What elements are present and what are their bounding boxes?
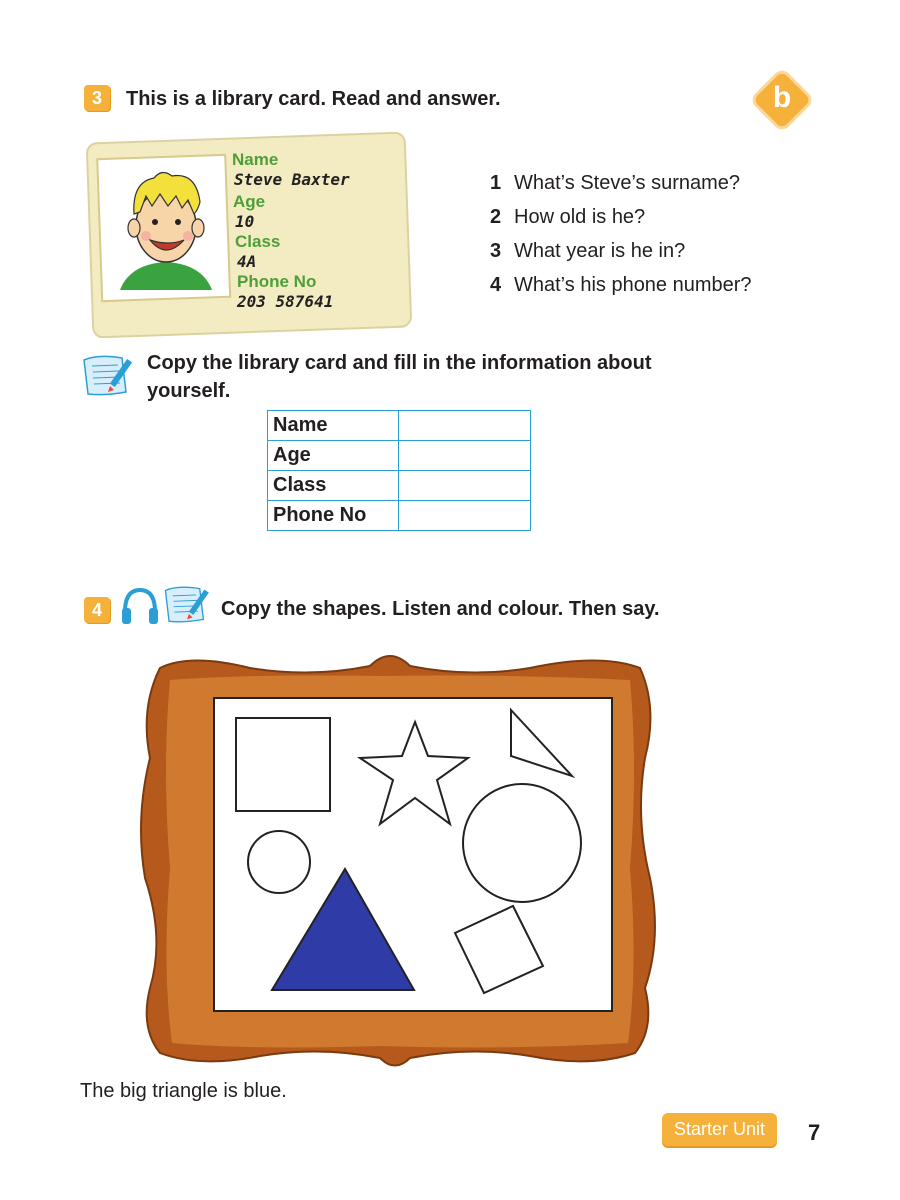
card-class-value: 4A — [237, 252, 257, 271]
example-sentence: The big triangle is blue. — [80, 1080, 287, 1102]
card-name-value: Steve Baxter — [234, 170, 350, 189]
unit-label-badge: Starter Unit — [662, 1113, 777, 1146]
question-text: What’s his phone number? — [514, 274, 752, 296]
section-letter: b — [772, 81, 792, 114]
question-text: What year is he in? — [514, 240, 686, 262]
card-phone-value: 203 587641 — [237, 292, 334, 311]
exercise-number: 3 — [91, 87, 102, 108]
table-answer-cell[interactable] — [399, 411, 531, 441]
page-number: 7 — [808, 1120, 821, 1145]
shapes-picture-frame — [130, 648, 665, 1073]
exercise-number-badge — [84, 597, 110, 623]
table-label: Class — [268, 471, 399, 501]
question-item — [490, 200, 752, 234]
table-row — [268, 471, 531, 501]
exercise-number: 4 — [91, 599, 102, 620]
table-label: Age — [268, 441, 399, 471]
question-number: 1 — [490, 172, 502, 194]
card-age-value: 10 — [235, 212, 255, 231]
table-label: Phone No — [268, 501, 399, 531]
library-card — [84, 132, 414, 338]
big-circle-shape[interactable] — [463, 784, 581, 902]
exercise-3-instruction: This is a library card. Read and answer. — [126, 88, 501, 110]
table-row — [268, 411, 531, 441]
question-item — [490, 268, 752, 302]
card-name-label: Name — [232, 150, 279, 169]
question-number: 4 — [490, 274, 502, 296]
writing-task-icon — [78, 352, 140, 398]
question-list — [490, 166, 752, 302]
question-text: What’s Steve’s surname? — [514, 172, 741, 194]
table-row — [268, 501, 531, 531]
question-number: 3 — [490, 240, 502, 262]
headphones-icon — [119, 584, 161, 628]
table-answer-cell[interactable] — [399, 441, 531, 471]
small-circle-shape[interactable] — [248, 831, 310, 893]
info-table — [267, 410, 531, 531]
question-number: 2 — [490, 206, 502, 228]
exercise-number-badge — [84, 85, 110, 111]
question-item — [490, 234, 752, 268]
table-answer-cell[interactable] — [399, 501, 531, 531]
exercise-4-instruction: Copy the shapes. Listen and colour. Then say. — [221, 598, 660, 620]
section-badge — [746, 64, 818, 136]
table-label: Name — [268, 411, 399, 441]
boy-portrait-icon — [110, 162, 222, 292]
question-item — [490, 166, 752, 200]
copy-instruction: Copy the library card and fill in the information about yourself. — [147, 352, 652, 402]
card-age-label: Age — [233, 192, 266, 211]
table-row — [268, 441, 531, 471]
card-phone-label: Phone No — [237, 272, 317, 291]
card-class-label: Class — [235, 232, 281, 251]
question-text: How old is he? — [514, 206, 646, 228]
table-answer-cell[interactable] — [399, 471, 531, 501]
big-square-shape[interactable] — [236, 718, 330, 811]
writing-task-icon — [160, 580, 216, 628]
